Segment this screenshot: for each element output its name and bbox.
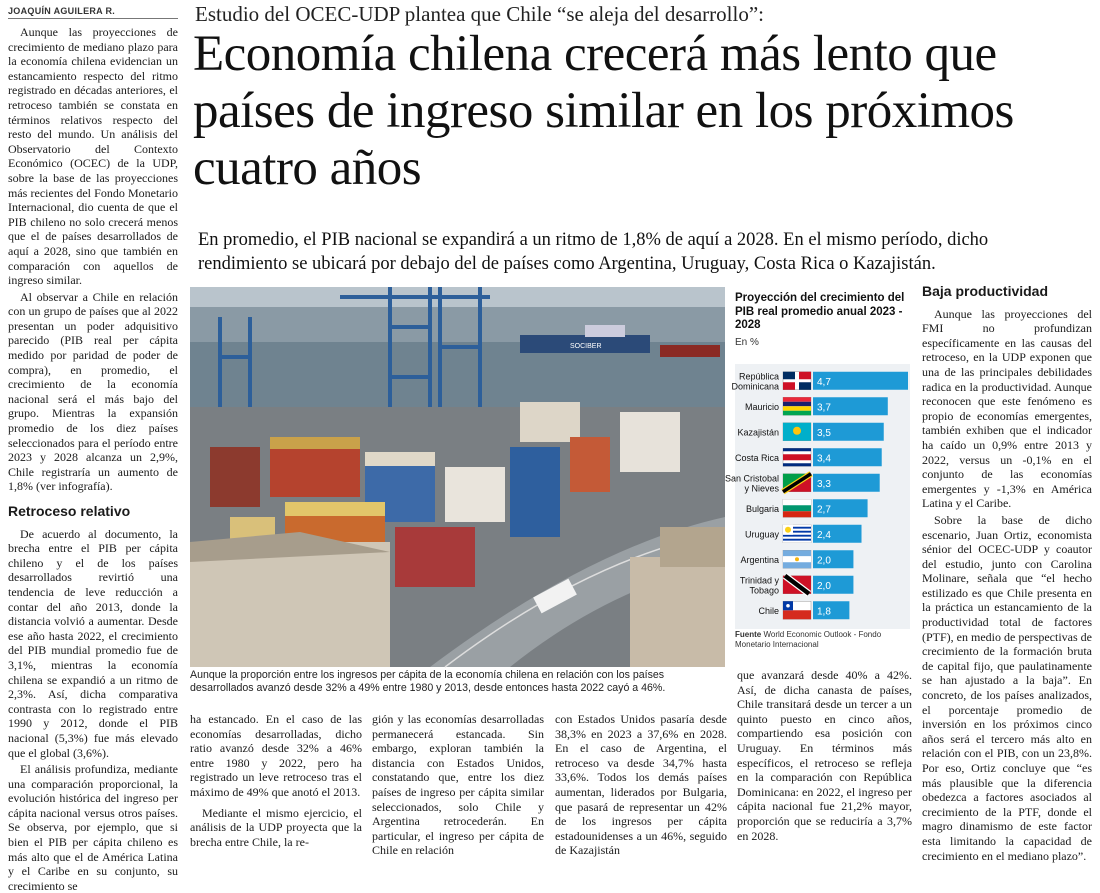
costa-rica-flag-icon: [783, 448, 811, 466]
subhead-baja-productividad: Baja productividad: [922, 283, 1049, 299]
headline: Economía chilena crecerá más lento que países de ingreso similar en los próximos cuatro años: [193, 26, 1014, 196]
bar-value-label: 2,0: [817, 555, 831, 567]
col1-paragraph-4: El análisis profundiza, mediante una comparación proporcional, la evolución histórica del ingreso per cápita nacional versus otros países. Se observa, por ejemplo, que si bien el PIB per cápita chileno es más alto que el de América Latina y el Caribe en su conjunto, su crecimiento se: [8, 762, 178, 893]
deck: En promedio, el PIB nacional se expandirá a un ritmo de 1,8% de aquí a 2028. En el mismo período, dicho rendimiento se ubicará por debajo del de países como Argentina, Uruguay, Costa Rica o Kazajistán.: [198, 230, 989, 274]
bar-value-label: 2,7: [817, 504, 831, 516]
bar-label: Bulgaria: [745, 503, 779, 514]
dominican-republic-flag-icon: [783, 372, 811, 390]
kazakhstan-flag-icon: [783, 423, 811, 441]
bar-label: Chile: [758, 605, 779, 616]
chart-source-text: World Economic Outlook - Fondo Monetario Internacional: [735, 630, 882, 649]
byline-rule: [8, 18, 178, 19]
trinidad-tobago-flag-icon: [783, 576, 811, 594]
port-photo: [190, 287, 725, 667]
bar-label: San Cristobal y Nieves: [724, 473, 779, 494]
col1-paragraph-1: Aunque las proyecciones de crecimiento de mediano plazo para la economía chilena evidencian un estancamiento respecto del ritmo registrado en décadas anteriores, el retroceso también se constata en términos relativos respecto del resto del mundo. Un análisis del Observatorio del Contexto Económico (OCEC) de la UDP, sobre la base de las proyecciones más recientes del Fondo Monetario Internacional, dio cuenta de que el PIB chileno no solo crecerá menos que el de países desarrollados de aquí a 2028, sino que también en comparación con aquellos de ingreso similar.: [8, 25, 178, 288]
chile-flag-icon: [783, 601, 811, 619]
gdp-growth-chart: [724, 292, 910, 652]
col1-paragraph-3: De acuerdo al documento, la brecha entre el PIB per cápita chileno y el de los países desarrollados revirtió una tendencia de leve reducción a contar del año 2013, donde la distancia volvió a aumentar. Desde ese año hasta 2022, el crecimiento del PIB mundial promedio fue de 3,1%, mientras la economía chilena se expandió a un ritmo de 2,3%. Así, dicha comparativa contrasta con lo registrado entre 1990 y 2012, donde el PIB nacional (5,3%) fue más elevado que el global (3,6%).: [8, 526, 178, 760]
bar-label: Argentina: [740, 554, 779, 565]
uruguay-flag-icon: [783, 525, 811, 543]
col1-paragraph-2: Al observar a Chile en relación con un grupo de países que al 2022 presentan un poder adquisitivo parecido (PIB real per cápita medido por paridad de poder de compra), en promedio, el crecimiento de la economía nacional será el más bajo del grupo. Mientras la expansión promedio de los diez países seleccionados para el período entre 2023 y 2028 alcanza un 2,9%, Chile registraría un aumento de 1,8% (ver infografía).: [8, 289, 178, 494]
chart-source-label: Fuente: [735, 630, 762, 639]
bar-value-label: 3,4: [817, 453, 831, 465]
bar-value-label: 3,7: [817, 402, 831, 414]
kicker: Estudio del OCEC-UDP plantea que Chile “se aleja del desarrollo”:: [195, 2, 764, 26]
bar-label: República Dominicana: [731, 371, 779, 392]
chart-source: [735, 630, 910, 650]
ship-name: SOCIBER: [570, 343, 602, 350]
photo-caption: Aunque la proporción entre los ingresos per cápita de la economía chilena en relación con los países desarrollados avanzó desde 32% a 49% entre 1980 y 2013, desde entonces hasta 2022 cayó a 46%.: [190, 669, 666, 694]
bulgaria-flag-icon: [783, 499, 811, 517]
bar-value-label: 3,5: [817, 427, 831, 439]
article-column-4: [555, 712, 727, 858]
byline: JOAQUÍN AGUILERA R.: [8, 6, 116, 16]
right-paragraph-1: Aunque las proyecciones del FMI no profundizan específicamente en las causas del retroceso, en la UDP exponen que una de las principales debilidades radica en la productividad. Aunque reconocen que este fenómeno es propio de economías emergentes, también exhiben que el indicador ha caído un 0,9% entre 2013 y 2022, versus un -0,1% en el conjunto de las economías emergentes y -1,3% en América Latina y el Caribe.: [922, 306, 1092, 511]
bar-label: Uruguay: [744, 529, 779, 540]
chart-title: Proyección del crecimiento del PIB real promedio anual 2023 - 2028: [735, 292, 905, 331]
chart-plot: [724, 364, 910, 629]
right-paragraph-2: Sobre la base de dicho escenario, Juan Ortiz, economista sénior del OCEC-UDP y coautor del estudio, junto con Carolina Molinare, señala que “el hecho estilizado es que Chile presenta en la práctica un estancamiento de la productividad total de factores (PTF), en medio de perspectivas de crecimiento de la formación bruta de capital fijo, que paulatinamente se han ajustado a la baja”. En concreto, de los países analizados, el porcentaje promedio de inversión en los próximos cinco años será el tercero más alto en relación con el PIB, con un 23,8%. Por eso, Ortiz concluye que “es más plausible que la diferencia obedezca a factores asociados al crecimiento de la PTF, donde el magro dinamismo de este factor esta limitando la capacidad de crecimiento en el mediano plazo”.: [922, 512, 1092, 863]
bar-label: Trinidad y Tobago: [739, 575, 779, 596]
bar-value-label: 1,8: [817, 606, 831, 618]
argentina-flag-icon: [783, 550, 811, 568]
col2-paragraph-2: Mediante el mismo ejercicio, el análisis de la UDP proyecta que la brecha entre Chile, la re-: [190, 805, 362, 849]
col5-paragraph-1: que avanzará desde 40% a 42%. Así, de dicha canasta de países, Chile transitará desde un tercer a un quinto puesto en cinco años, compartiendo esa posición con Uruguay. En términos más específicos, el retroceso se refleja en la comparación con República Dominicana: en 2022, el ingreso per cápita nacional fue 21,2% mayor, proporción que se reduciría a 3,7% en 2028.: [737, 668, 912, 843]
bar-value-label: 2,0: [817, 580, 831, 592]
article-column-3: [372, 712, 544, 858]
article-column-right: [922, 284, 1092, 863]
bar-value-label: 4,7: [817, 376, 831, 388]
col4-paragraph-1: con Estados Unidos pasaría desde 38,3% en 2023 a 37,6% en 2028. En el caso de Argentina, el retroceso va desde 34,7% hasta 33,6%. Todos los demás países aumentan, liderados por Bulgaria, que pasará de representar un 42% de los ingresos per cápita estadounidenses a un 46%, seguido de Kazajistán: [555, 712, 727, 858]
saint-kitts-nevis-flag-icon: [783, 474, 811, 492]
bar-label: Costa Rica: [734, 452, 779, 463]
article-column-1: [8, 25, 178, 893]
article-column-5: [737, 668, 912, 843]
bar-value-label: 3,3: [817, 478, 831, 490]
col3-paragraph-1: gión y las economías desarrolladas permanecerá estancada. Sin embargo, exploran también la distancia con Estados Unidos, constatando que, entre los diez países de ingreso per cápita similar seleccionados, solo Chile y Argentina retrocederán. En particular, el ingreso per cápita de Chile en relación: [372, 712, 544, 858]
col2-paragraph-1: ha estancado. En el caso de las economías desarrolladas, dicho ratio avanzó desde 32% a 46% entre 1980 y 2022, pero ha registrado un leve retroceso tras el máximo de 49% que anotó el 2013.: [190, 712, 362, 799]
bar-label: Kazajistán: [737, 427, 779, 438]
article-column-2: [190, 712, 362, 849]
bar-label: Mauricio: [744, 401, 779, 412]
bar-value-label: 2,4: [817, 529, 831, 541]
port-scene-illustration: [190, 287, 725, 667]
chart-unit: En %: [735, 336, 759, 348]
subhead-retroceso: Retroceso relativo: [8, 503, 131, 519]
mauritius-flag-icon: [783, 397, 811, 415]
